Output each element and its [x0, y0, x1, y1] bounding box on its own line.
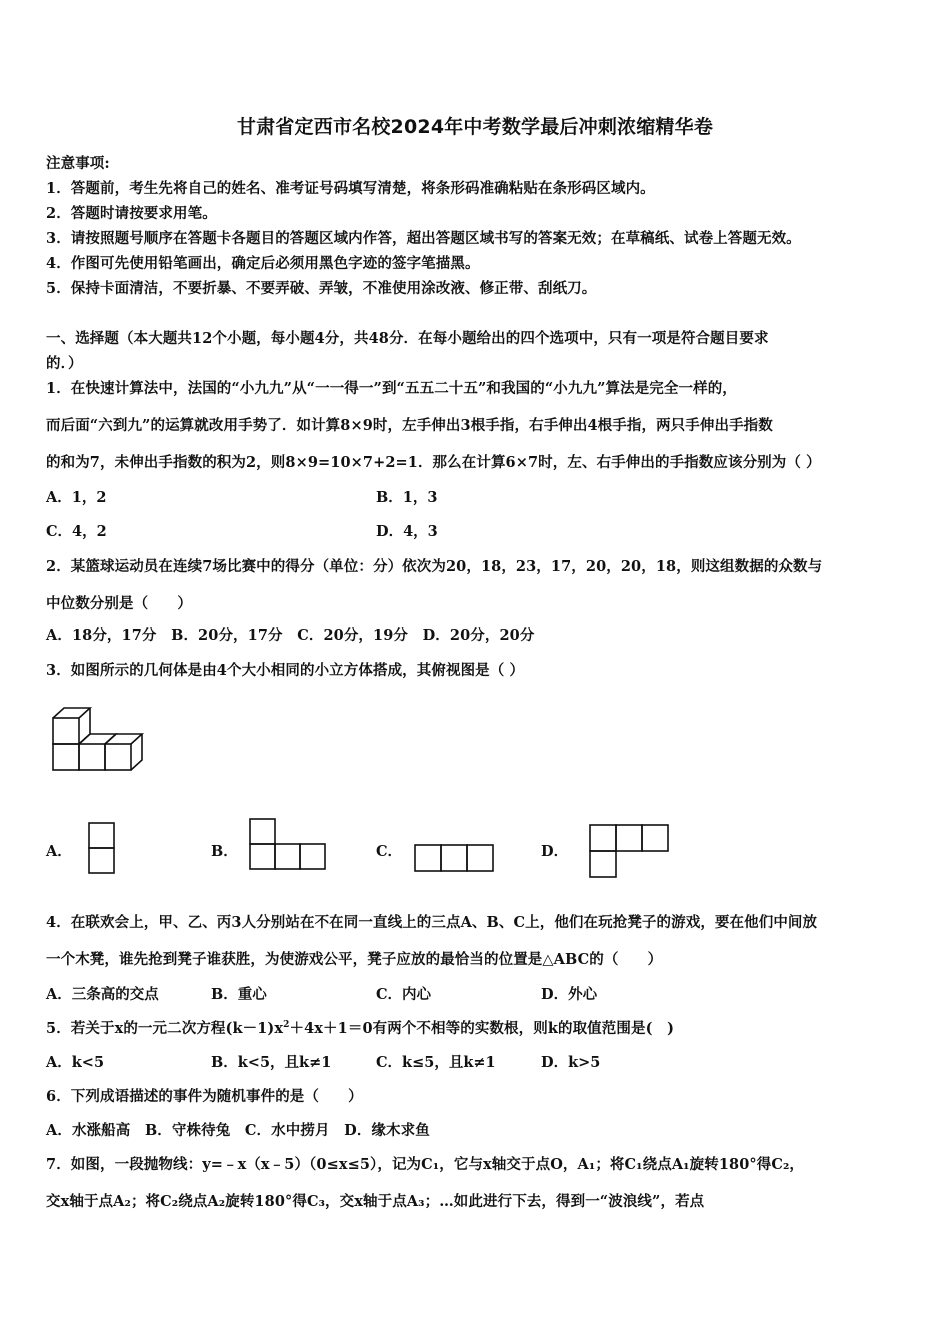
notice-item: 4．作图可先使用铅笔画出，确定后必须用黑色字迹的签字笔描黑。 [46, 255, 480, 272]
q1-text: 而后面“六到九”的运算就改用手势了．如计算8×9时，左手伸出3根手指，右手伸出4根手指，两只手伸出手指数 [46, 417, 773, 434]
notice-item: 3．请按照题号顺序在答题卡各题目的答题区域内作答，超出答题区域书写的答案无效；在草稿纸、试卷上答题无效。 [46, 230, 801, 247]
q3-option-a-figure [88, 822, 116, 876]
notice-item: 2．答题时请按要求用笔。 [46, 205, 217, 222]
q6-text: 6．下列成语描述的事件为随机事件的是（ ） [46, 1088, 363, 1105]
q5-option-b: B．k<5，且k≠1 [211, 1054, 332, 1071]
q7-text: 交x轴于点A₂；将C₂绕点A₂旋转180°得C₃，交x轴于点A₃；…如此进行下去，得到一“波浪线”，若点 [46, 1193, 705, 1210]
q3-cube-figure [50, 706, 150, 776]
q3-option-d: D． [541, 843, 569, 860]
notice-item: 1．答题前，考生先将自己的姓名、准考证号码填写清楚，将条形码准确粘贴在条形码区域内。 [46, 180, 655, 197]
q6-options: A．水涨船高 B．守株待兔 C．水中捞月 D．缘木求鱼 [46, 1122, 430, 1139]
q2-options: A．18分，17分 B．20分，17分 C．20分，19分 D．20分，20分 [46, 627, 535, 644]
exam-title: 甘肃省定西市名校2024年中考数学最后冲刺浓缩精华卷 [236, 116, 714, 138]
q1-text: 的和为7，未伸出手指数的积为2，则8×9=10×7+2=1．那么在计算6×7时，左、右手伸出的手指数应该分别为（ ） [46, 454, 821, 471]
q4-option-c: C．内心 [376, 986, 432, 1003]
q3-option-c-figure [414, 844, 496, 874]
q4-option-d: D．外心 [541, 986, 598, 1003]
q4-text: 4．在联欢会上，甲、乙、丙3人分别站在不在同一直线上的三点A、B、C上，他们在玩抢凳子的游戏，要在他们中间放 [46, 914, 818, 931]
q5-text [46, 1017, 674, 1038]
section-heading: 一、选择题（本大题共12个小题，每小题4分，共48分．在每小题给出的四个选项中，只有一项是符合题目要求 [46, 330, 769, 347]
q5-text-pre: 5．若关于x的一元二次方程(k－1)x [46, 1020, 284, 1037]
q5-option-c: C．k≤5，且k≠1 [376, 1054, 496, 1071]
q4-option-a: A．三条高的交点 [46, 986, 159, 1003]
q1-text: 1．在快速计算法中，法国的“小九九”从“一一得一”到“五五二十五”和我国的“小九九”算法是完全一样的， [46, 380, 737, 397]
q7-text: 7．如图，一段抛物线：y=﹣x（x﹣5）（0≤x≤5），记为C₁，它与x轴交于点O，A₁；将C₁绕点A₁旋转180°得C₂， [46, 1156, 805, 1173]
section-heading-cont: 的．） [46, 355, 83, 372]
q3-option-c: C． [376, 843, 403, 860]
notice-heading: 注意事项: [46, 155, 110, 172]
q5-option-d: D．k>5 [541, 1054, 601, 1071]
q3-option-b-figure [249, 818, 329, 872]
q4-text: 一个木凳，谁先抢到凳子谁获胜，为使游戏公平，凳子应放的最恰当的位置是△ABC的（ ） [46, 951, 663, 968]
q3-option-d-figure [589, 824, 671, 880]
q3-option-a: A． [46, 843, 72, 860]
q3-text: 3．如图所示的几何体是由4个大小相同的小立方体搭成，其俯视图是（ ） [46, 662, 525, 679]
notice-item: 5．保持卡面清洁，不要折暴、不要弄破、弄皱，不准使用涂改液、修正带、刮纸刀。 [46, 280, 597, 297]
q1-option-b: B．1，3 [376, 489, 438, 506]
q5-text-post: ＋4x＋1＝0有两个不相等的实数根，则k的取值范围是( ) [289, 1020, 675, 1037]
q4-option-b: B．重心 [211, 986, 267, 1003]
q5-option-a: A．k<5 [46, 1054, 105, 1071]
q1-option-a: A．1，2 [46, 489, 107, 506]
q1-option-d: D．4，3 [376, 523, 438, 540]
q2-text: 中位数分别是（ ） [46, 595, 192, 612]
q2-text: 2．某篮球运动员在连续7场比赛中的得分（单位：分）依次为20，18，23，17，20，20，18，则这组数据的众数与 [46, 558, 823, 575]
q5-exponent: 2 [283, 1020, 290, 1031]
q3-option-b: B． [211, 843, 238, 860]
q1-option-c: C．4，2 [46, 523, 107, 540]
